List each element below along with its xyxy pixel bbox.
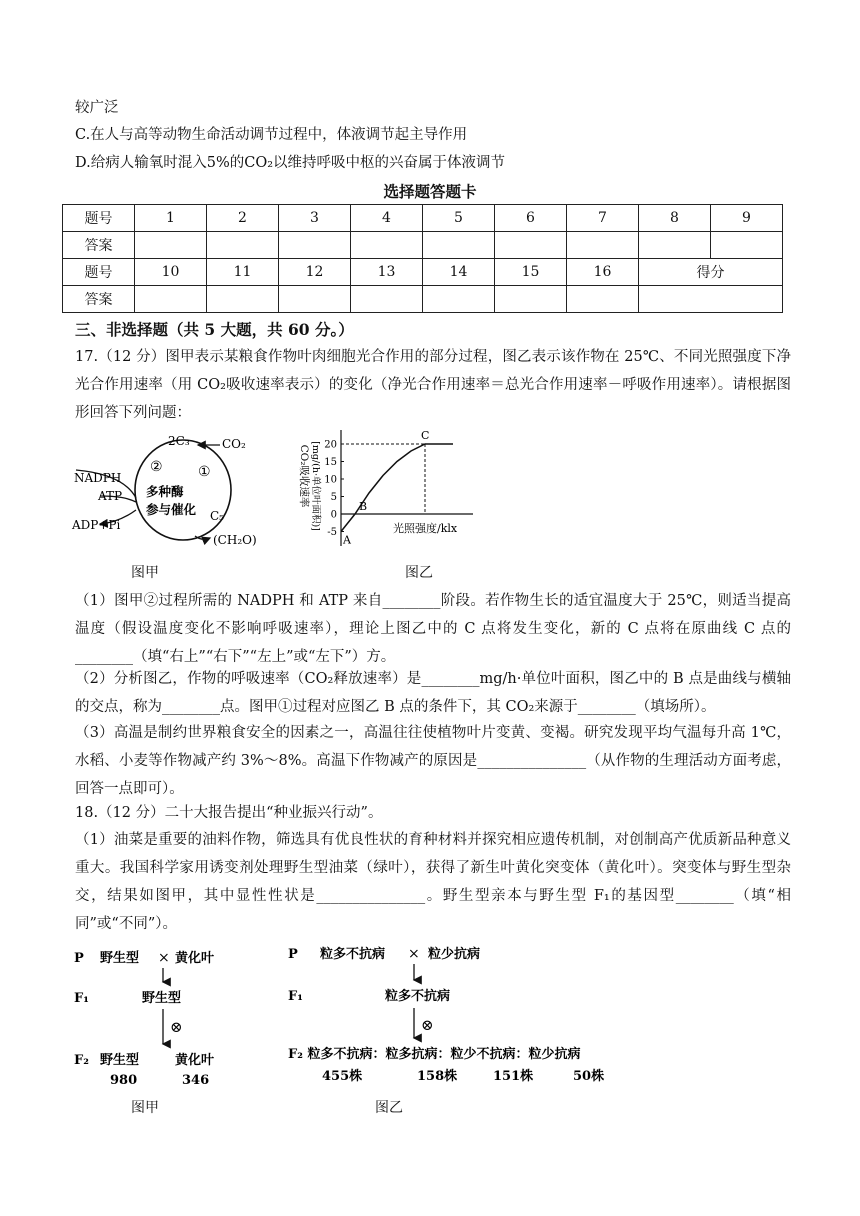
answer-cell[interactable] [279, 232, 351, 259]
f2-count-4: 50株 [573, 1069, 605, 1084]
table-row [63, 232, 783, 259]
figure-caption-yi: 图乙 [405, 565, 433, 581]
parent-right: 黄化叶 [175, 951, 215, 966]
atp-label: ATP [98, 489, 123, 503]
f2-count-2: 158株 [417, 1069, 458, 1084]
answer-cell[interactable] [495, 232, 567, 259]
enzyme-label-2: 参与催化 [146, 502, 197, 517]
point-a-label: A [343, 533, 351, 547]
y-tick-label: 0 [330, 509, 337, 521]
generation-p: P [288, 947, 298, 962]
cross-sign: × [158, 950, 170, 966]
y-axis-unit: [mg/(h·单位叶面积)] [310, 441, 321, 531]
score-label: 得分 [639, 259, 783, 286]
point-b-label: B [359, 500, 368, 513]
f2-phenotype-b: 黄化叶 [175, 1053, 215, 1068]
answer-cell[interactable] [279, 286, 351, 313]
option-d: D.给病人输氧时混入5%的CO₂以维持呼吸中枢的兴奋属于体液调节 [75, 155, 506, 171]
question-number: 5 [423, 205, 495, 232]
answer-cell[interactable] [567, 232, 639, 259]
answer-cell[interactable] [351, 232, 423, 259]
y-axis-label: CO₂吸收速率 [298, 444, 310, 508]
point-c-label: C [421, 429, 430, 442]
y-tick-label: 15 [324, 457, 337, 468]
nadph-label: NADPH [74, 471, 122, 485]
table-row [63, 286, 783, 313]
row-header: 答案 [63, 286, 135, 313]
c5-label: C₅ [210, 509, 224, 523]
answer-cell[interactable] [135, 286, 207, 313]
y-tick-label: 20 [324, 439, 337, 451]
parent-left: 野生型 [100, 951, 140, 966]
question-number: 6 [495, 205, 567, 232]
question-number: 3 [279, 205, 351, 232]
y-tick-label: 10 [324, 474, 337, 486]
question-number: 14 [423, 259, 495, 286]
table-row [63, 259, 783, 286]
f1-phenotype: 粒多不抗病 [385, 989, 451, 1004]
question-number: 8 [639, 205, 711, 232]
question-number: 1 [135, 205, 207, 232]
q17-intro: 17.（12 分）图甲表示某粮食作物叶肉细胞光合作用的部分过程，图乙表示该作物在 25℃、不同光照强度下净光合作用速率（用 CO₂吸收速率表示）的变化（净光合作用速率＝总光合作用速率－呼吸作用速率）。请根据图形回答下列问题： [75, 349, 791, 421]
question-number: 7 [567, 205, 639, 232]
answer-cell[interactable] [351, 286, 423, 313]
q18-intro: 18.（12 分）二十大报告提出“种业振兴行动”。 [75, 805, 383, 821]
x-axis-label: 光照强度/klx [393, 522, 458, 535]
answer-cell[interactable] [207, 286, 279, 313]
figure-caption-jia-18: 图甲 [131, 1100, 159, 1116]
question-number: 11 [207, 259, 279, 286]
f2-ratio-line: F₂ 粒多不抗病：粒多抗病：粒少不抗病：粒少抗病 [288, 1047, 581, 1062]
answer-cell[interactable] [495, 286, 567, 313]
question-number: 9 [711, 205, 783, 232]
question-number: 10 [135, 259, 207, 286]
answer-cell[interactable] [423, 286, 495, 313]
score-cell[interactable] [639, 286, 783, 313]
question-number: 16 [567, 259, 639, 286]
cross-sign: × [408, 946, 420, 962]
figure-caption-jia: 图甲 [131, 565, 159, 581]
calvin-cycle-diagram [70, 428, 270, 553]
generation-f1: F₁ [288, 989, 303, 1004]
series-line [341, 444, 453, 532]
figure-caption-yi-18: 图乙 [375, 1100, 403, 1116]
parent-left: 粒多不抗病 [320, 947, 386, 962]
answer-card-title: 选择题答题卡 [383, 182, 477, 201]
answer-cell[interactable] [639, 232, 711, 259]
option-c: C.在人与高等动物生命活动调节过程中，体液调节起主导作用 [75, 127, 468, 143]
co2-label: CO₂ [222, 437, 246, 451]
c3-label: 2C₃ [168, 434, 190, 448]
row-header: 题号 [63, 205, 135, 232]
question-number: 4 [351, 205, 423, 232]
row-header: 题号 [63, 259, 135, 286]
selfing-symbol: ⊗ [170, 1018, 183, 1036]
f2-count-3: 151株 [493, 1069, 534, 1084]
cross-diagram-jia [70, 944, 270, 1092]
parent-right: 粒少抗病 [428, 947, 481, 962]
question-number: 12 [279, 259, 351, 286]
f2-count-a: 980 [110, 1073, 138, 1088]
ch2o-label: (CH₂O) [213, 533, 257, 547]
f2-count-1: 455株 [322, 1069, 363, 1084]
answer-cell[interactable] [711, 232, 783, 259]
table-row [63, 205, 783, 232]
q17-part2: （2）分析图乙，作物的呼吸速率（CO₂释放速率）是________mg/h·单位叶面积，图乙中的 B 点是曲线与横轴的交点，称为________点。图甲①过程对应图乙 B 点的条件下，其 CO₂来源于________（填场所）。 [75, 671, 791, 715]
generation-f2: F₂ [74, 1053, 89, 1068]
generation-p: P [74, 951, 84, 966]
q17-part3: （3）高温是制约世界粮食安全的因素之一，高温往往使植物叶片变黄、变褐。研究发现平均气温每升高 1℃，水稻、小麦等作物减产约 3%～8%。高温下作物减产的原因是_______________（从作物的生理活动方面考虑，回答一点即可）。 [75, 725, 791, 797]
selfing-symbol: ⊗ [421, 1016, 434, 1034]
light-response-chart [283, 424, 483, 554]
answer-cell[interactable] [567, 286, 639, 313]
f2-count-b: 346 [182, 1073, 210, 1088]
generation-f1: F₁ [74, 991, 89, 1006]
q18-part1: （1）油菜是重要的油料作物，筛选具有优良性状的育种材料并探究相应遗传机制，对创制高产优质新品种意义重大。我国科学家用诱变剂处理野生型油菜（绿叶），获得了新生叶黄化突变体（黄化叶）。突变体与野生型杂交，结果如图甲，其中显性性状是_______________。野生型亲本与野生型 F₁的基因型________（填“相同”或“不同”）。 [75, 832, 791, 932]
answer-cell[interactable] [135, 232, 207, 259]
answer-cell[interactable] [423, 232, 495, 259]
q17-part1: （1）图甲②过程所需的 NADPH 和 ATP 来自________阶段。若作物生长的适宜温度大于 25℃，则适当提高温度（假设温度变化不影响呼吸速率），理论上图乙中的 C 点将发生变化，新的 C 点将在原曲线 C 点的________（填“右上”“右下”“左上”或“左下”）方。 [75, 593, 791, 665]
question-number: 13 [351, 259, 423, 286]
process-2-label: ② [150, 459, 163, 475]
y-tick-label: -5 [327, 527, 337, 538]
question-number: 2 [207, 205, 279, 232]
cross-diagram-yi [280, 940, 660, 1092]
answer-card-table [62, 204, 783, 313]
option-b-continuation: 较广泛 [75, 100, 119, 116]
row-header: 答案 [63, 232, 135, 259]
answer-cell[interactable] [207, 232, 279, 259]
question-number: 15 [495, 259, 567, 286]
adp-label: ADP+Pi [72, 518, 121, 532]
f2-phenotype-a: 野生型 [100, 1053, 140, 1068]
process-1-label: ① [198, 464, 211, 480]
f1-phenotype: 野生型 [142, 991, 182, 1006]
section-heading: 三、非选择题（共 5 大题，共 60 分。） [75, 320, 354, 339]
enzyme-label-1: 多种酶 [146, 484, 184, 499]
y-tick-label: 5 [330, 492, 337, 503]
